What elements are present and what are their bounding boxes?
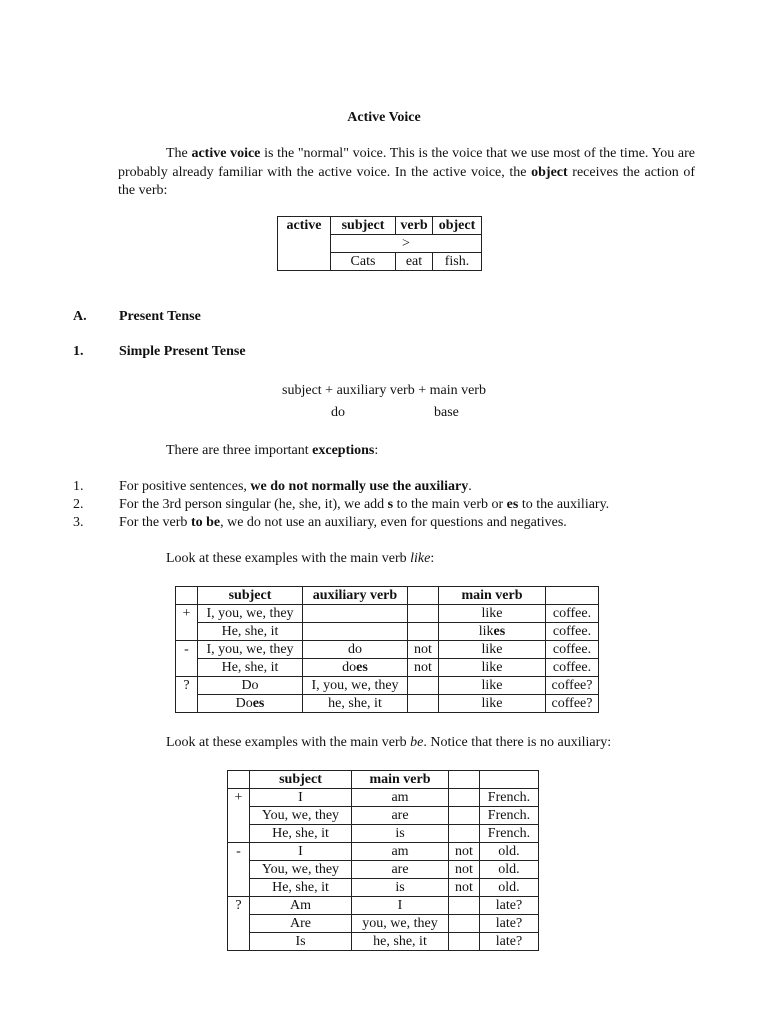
text: For positive sentences, (119, 479, 251, 494)
table-cell: not (408, 641, 439, 659)
table-cell: old. (480, 879, 539, 897)
table-cell: likes (439, 623, 546, 641)
table-row (228, 879, 539, 897)
table-cell: Does (198, 695, 303, 713)
table-cell: you, we, they (352, 915, 449, 933)
marker-cell (176, 587, 198, 605)
exception-number: 3. (73, 515, 84, 530)
table-cell (449, 807, 480, 825)
table-cell: coffee? (546, 695, 599, 713)
table-header-cell (408, 587, 439, 605)
table-cell (449, 825, 480, 843)
table-cell: I (250, 789, 352, 807)
table-cell: He, she, it (250, 879, 352, 897)
text: to the main verb or (393, 497, 507, 512)
table-cell: like (439, 641, 546, 659)
like-examples-table (175, 586, 599, 713)
table-header-cell: subject (198, 587, 303, 605)
table-cell: Are (250, 915, 352, 933)
table-cell: not (449, 861, 480, 879)
table-cell: like (439, 695, 546, 713)
table-cell: he, she, it (352, 933, 449, 951)
table-header-cell (480, 771, 539, 789)
table-cell: You, we, they (250, 807, 352, 825)
table-row (228, 825, 539, 843)
intro-bold-term: object (531, 164, 568, 180)
table-cell (303, 623, 408, 641)
table-cell: are (352, 807, 449, 825)
text: Look at these examples with the main verb (166, 551, 411, 566)
exceptions-intro (166, 443, 378, 459)
table-cell: He, she, it (250, 825, 352, 843)
text: to the auxiliary. (518, 497, 610, 512)
table-cell (303, 605, 408, 623)
table-header-cell: verb (396, 217, 433, 235)
active-voice-table (277, 216, 482, 271)
table-cell (449, 789, 480, 807)
table-row (176, 587, 599, 605)
table-cell (449, 897, 480, 915)
table-cell: Cats (331, 253, 396, 271)
bold-term: we do not normally use the auxiliary (250, 479, 469, 494)
table-header-cell: auxiliary verb (303, 587, 408, 605)
table-cell (408, 623, 439, 641)
table-cell: eat (396, 253, 433, 271)
table-cell: are (352, 861, 449, 879)
table-cell (408, 677, 439, 695)
marker-cell: + (176, 605, 198, 623)
table-cell: do (303, 641, 408, 659)
table-header-cell (449, 771, 480, 789)
marker-cell (228, 933, 250, 951)
table-cell: am (352, 789, 449, 807)
exception-item (119, 479, 472, 495)
marker-cell: ? (228, 897, 250, 915)
table-cell: I (250, 843, 352, 861)
table-row (278, 217, 482, 235)
table-cell: I, you, we, they (198, 641, 303, 659)
table-row (228, 771, 539, 789)
section-heading: Present Tense (119, 309, 201, 324)
table-cell: I, you, we, they (198, 605, 303, 623)
intro-text: is the "normal" voice. This is the voice that we use most of the time. You are probably already familiar with the active voice. In the active voice, the (118, 146, 696, 180)
table-cell: does (303, 659, 408, 677)
table-cell: old. (480, 861, 539, 879)
subsection-heading: Simple Present Tense (119, 344, 246, 359)
table-row (228, 933, 539, 951)
formula-aux-label: do (331, 405, 345, 420)
table-cell: coffee. (546, 623, 599, 641)
table-cell: not (408, 659, 439, 677)
table-header-cell: active (278, 217, 331, 271)
table-cell (408, 695, 439, 713)
marker-cell (228, 915, 250, 933)
text: There are three important (166, 443, 313, 458)
table-cell: Do (198, 677, 303, 695)
table-cell: like (439, 605, 546, 623)
arrow-cell: > (331, 235, 482, 253)
table-cell: is (352, 879, 449, 897)
marker-cell (228, 879, 250, 897)
like-intro (166, 551, 434, 567)
marker-cell (228, 861, 250, 879)
table-cell: Is (250, 933, 352, 951)
be-examples-table (227, 770, 539, 951)
exception-number: 2. (73, 497, 84, 512)
table-row (176, 605, 599, 623)
marker-cell: + (228, 789, 250, 807)
formula-main-label: base (434, 405, 459, 420)
table-cell (449, 933, 480, 951)
table-header-cell: main verb (352, 771, 449, 789)
marker-cell (176, 659, 198, 677)
table-row (176, 659, 599, 677)
table-cell: late? (480, 897, 539, 915)
intro-text: The (166, 146, 192, 161)
text: . Notice that there is no auxiliary: (423, 735, 612, 750)
exception-item (119, 497, 609, 513)
table-cell: not (449, 843, 480, 861)
table-cell: fish. (433, 253, 482, 271)
table-header-cell: main verb (439, 587, 546, 605)
intro-paragraph (118, 145, 695, 201)
marker-cell (228, 807, 250, 825)
italic-term: like (410, 551, 431, 566)
intro-text: receives the action of the verb: (118, 164, 696, 198)
table-cell: late? (480, 933, 539, 951)
table-cell: French. (480, 825, 539, 843)
table-cell: late? (480, 915, 539, 933)
table-cell: French. (480, 807, 539, 825)
text: . (468, 479, 472, 494)
table-cell: am (352, 843, 449, 861)
be-intro (166, 735, 611, 751)
table-row (228, 807, 539, 825)
table-cell (408, 605, 439, 623)
text: For the verb (119, 515, 191, 530)
table-cell: old. (480, 843, 539, 861)
table-cell: not (449, 879, 480, 897)
table-cell: He, she, it (198, 659, 303, 677)
bold-term: es (506, 497, 519, 512)
text: Look at these examples with the main verb (166, 735, 411, 750)
table-cell: Am (250, 897, 352, 915)
marker-cell: ? (176, 677, 198, 695)
table-cell: coffee. (546, 659, 599, 677)
italic-term: be (410, 735, 424, 750)
table-cell (449, 915, 480, 933)
table-cell: French. (480, 789, 539, 807)
marker-cell (176, 623, 198, 641)
table-header-cell: subject (331, 217, 396, 235)
table-row (176, 677, 599, 695)
formula-line: subject + auxiliary verb + main verb (282, 383, 486, 398)
bold-term: exceptions (312, 443, 375, 458)
table-row (228, 897, 539, 915)
table-row (228, 843, 539, 861)
table-cell: like (439, 659, 546, 677)
text: , we do not use an auxiliary, even for questions and negatives. (220, 515, 567, 530)
bold-term: to be (190, 515, 221, 530)
table-header-cell: subject (250, 771, 352, 789)
page-title: Active Voice (347, 110, 421, 125)
exception-number: 1. (73, 479, 84, 494)
marker-cell (228, 825, 250, 843)
text: For the 3rd person singular (he, she, it), we add (119, 497, 388, 512)
table-cell: I, you, we, they (303, 677, 408, 695)
table-cell: coffee. (546, 641, 599, 659)
table-header-cell: object (433, 217, 482, 235)
bold-term: s (387, 497, 394, 512)
section-number: A. (73, 309, 87, 324)
table-header-cell (546, 587, 599, 605)
table-cell: He, she, it (198, 623, 303, 641)
marker-cell (228, 771, 250, 789)
table-row (228, 915, 539, 933)
table-cell: coffee. (546, 605, 599, 623)
text: : (374, 443, 379, 458)
table-cell: like (439, 677, 546, 695)
table-cell: is (352, 825, 449, 843)
table-row (228, 861, 539, 879)
marker-cell (176, 695, 198, 713)
table-row (228, 789, 539, 807)
table-cell: coffee? (546, 677, 599, 695)
exception-item (119, 515, 567, 531)
table-row (176, 623, 599, 641)
text: : (430, 551, 435, 566)
table-row (176, 695, 599, 713)
table-cell: I (352, 897, 449, 915)
marker-cell: - (176, 641, 198, 659)
intro-bold-term: active voice (191, 146, 261, 161)
marker-cell: - (228, 843, 250, 861)
subsection-number: 1. (73, 344, 84, 359)
table-cell: You, we, they (250, 861, 352, 879)
table-row (176, 641, 599, 659)
table-cell: he, she, it (303, 695, 408, 713)
